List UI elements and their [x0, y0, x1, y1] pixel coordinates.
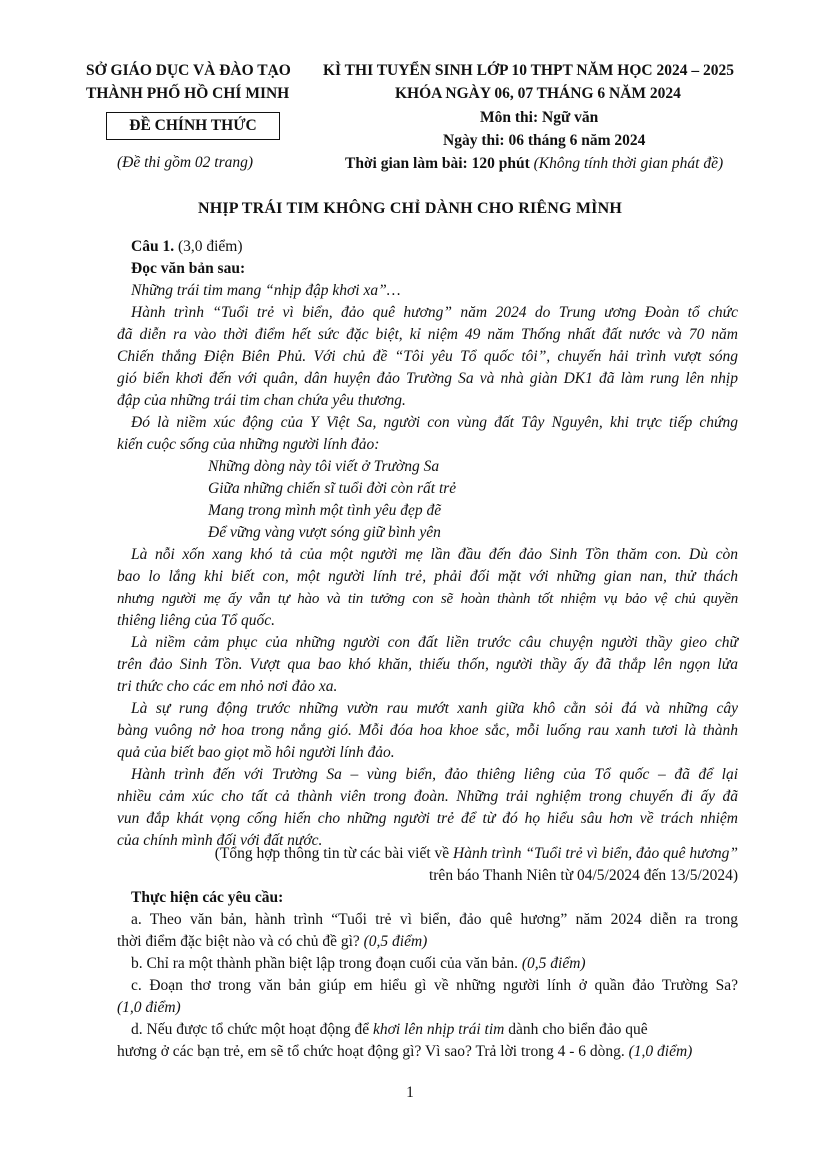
passage-line: Là niềm cảm phục của những người con đất liền trước câu chuyện người thầy gieo chữ [131, 634, 738, 651]
question1-label: Câu 1. [131, 238, 175, 255]
source-citation-line2: trên báo Thanh Niên từ 04/5/2024 đến 13/5/2024) [428, 867, 738, 884]
task-c-points: (1,0 điểm) [117, 999, 181, 1016]
task-d-text-post: dành cho biển đảo quê [504, 1021, 648, 1038]
task-a-line1: a. Theo văn bản, hành trình “Tuổi trẻ vì biển, đảo quê hương” năm 2024 diễn ra trong [131, 911, 738, 928]
task-d-text-italic: khơi lên nhịp trái tim [372, 1021, 505, 1038]
exam-subject: Môn thi: Ngữ văn [480, 109, 599, 126]
passage-line: nhiều cảm xúc cho tất cả thành viên trong đoàn. Những trải nghiệm trong chuyến đi ấy đã [117, 788, 738, 805]
read-instruction: Đọc văn bản sau: [131, 260, 246, 277]
task-d-text: hương ở các bạn trẻ, em sẽ tổ chức hoạt động gì? Vì sao? Trả lời trong 4 - 6 dòng. [117, 1043, 629, 1060]
passage-line: trên đảo Sinh Tồn. Vượt qua bao khó khăn, thiếu thốn, người thầy ấy đã thắp lên ngọn lửa [117, 656, 738, 673]
tasks-heading: Thực hiện các yêu cầu: [131, 889, 284, 906]
official-exam-box [106, 112, 280, 140]
question1-heading [131, 236, 243, 258]
passage-line: Đó là niềm xúc động của Y Việt Sa, người con vùng đất Tây Nguyên, khi trực tiếp chứng [131, 414, 738, 431]
passage-line: đập của những trái tim chan chứa yêu thương. [117, 392, 406, 409]
passage-line: Là nỗi xốn xang khó tả của một người mẹ lần đầu đến đảo Sinh Tồn thăm con. Dù còn [131, 546, 738, 563]
task-a-text: thời điểm đặc biệt nào và có chủ đề gì? [117, 933, 364, 950]
task-d-text-pre: d. Nếu được tổ chức một hoạt động để [131, 1021, 373, 1038]
official-exam-label: ĐỀ CHÍNH THỨC [129, 117, 257, 134]
pages-note: (Đề thi gồm 02 trang) [117, 154, 254, 171]
task-b-line [131, 953, 738, 975]
passage-line: tri thức cho các em nhỏ nơi đảo xa. [117, 678, 338, 695]
task-c-line1: c. Đoạn thơ trong văn bản giúp em hiểu gì về những người lính ở quần đảo Trường Sa? [131, 977, 738, 994]
exam-dates: KHÓA NGÀY 06, 07 THÁNG 6 NĂM 2024 [395, 85, 681, 102]
city-name: THÀNH PHỐ HỒ CHÍ MINH [86, 85, 290, 102]
exam-duration-note: (Không tính thời gian phát đề) [533, 155, 724, 172]
passage-line: quả của biết bao giọt mồ hôi người lính đảo. [117, 744, 395, 761]
task-d-line1 [131, 1019, 738, 1041]
source-title: Hành trình “Tuổi trẻ vì biển, đảo quê hương” [453, 845, 738, 862]
poem-line: Để vững vàng vượt sóng giữ bình yên [208, 524, 441, 541]
task-d-line2 [117, 1041, 738, 1063]
passage-line: đã diễn ra vào thời điểm hết sức đặc biệt, kỉ niệm 49 năm Thống nhất đất nước và 70 năm [117, 326, 738, 343]
passage-line: Hành trình đến với Trường Sa – vùng biển, đảo thiêng liêng của Tổ quốc – đã để lại [131, 766, 738, 783]
source-citation-line1 [215, 843, 738, 865]
question1-points: (3,0 điểm) [177, 238, 243, 255]
task-b-text: b. Chỉ ra một thành phần biệt lập trong đoạn cuối của văn bản. [131, 955, 522, 972]
passage-line: Là sự rung động trước những vườn rau mướt xanh giữa khô cằn sỏi đá và những cây [131, 700, 738, 717]
passage-line: vun đắp khát vọng cống hiến cho những người trẻ để từ đó họ hiểu sâu hơn về trách nhiệm [117, 810, 738, 827]
department-name: SỞ GIÁO DỤC VÀ ĐÀO TẠO [86, 62, 291, 79]
poem-line: Những dòng này tôi viết ở Trường Sa [208, 458, 440, 475]
passage-line: gió biển khơi đến với quân, dân huyện đảo Trường Sa và nhà giàn DK1 đã làm rung lên nhịp [117, 370, 738, 387]
poem-line: Mang trong mình một tình yêu đẹp đẽ [208, 502, 442, 519]
poem-line: Giữa những chiến sĩ tuổi đời còn rất trẻ [208, 480, 457, 497]
exam-day: Ngày thi: 06 tháng 6 năm 2024 [443, 132, 646, 149]
passage-line: kiến cuộc sống của những người lính đảo: [117, 436, 380, 453]
passage-line: thiêng liêng của Tổ quốc. [117, 612, 275, 629]
exam-duration-line [345, 153, 723, 175]
passage-line: nhưng người mẹ ấy vẫn tự hào và tin tưởng con sẽ hoàn thành tốt nhiệm vụ bảo vệ chủ quyền [117, 591, 738, 607]
exam-title: KÌ THI TUYỂN SINH LỚP 10 THPT NĂM HỌC 2024 – 2025 [323, 62, 734, 79]
task-a-line2 [117, 931, 738, 953]
main-title: NHỊP TRÁI TIM KHÔNG CHỈ DÀNH CHO RIÊNG MÌNH [197, 200, 623, 217]
source-prefix: (Tổng hợp thông tin từ các bài viết về [214, 845, 454, 862]
passage-line: Hành trình “Tuổi trẻ vì biển, đảo quê hương” năm 2024 do Trung ương Đoàn tổ chức [131, 304, 738, 321]
task-a-points: (0,5 điểm) [363, 933, 428, 950]
page-number: 1 [406, 1084, 414, 1101]
passage-line: Chiến thắng Điện Biên Phủ. Với chủ đề “Tôi yêu Tổ quốc tôi”, chuyến hải trình vượt sóng [117, 348, 738, 365]
task-d-points: (1,0 điểm) [628, 1043, 693, 1060]
passage-line: bao lo lắng khi biết con, một người lính trẻ, phải đối mặt với những gian nan, thử thách [117, 568, 738, 585]
exam-duration: Thời gian làm bài: 120 phút [345, 155, 530, 172]
passage-line: của chính mình đối với đất nước. [117, 832, 323, 849]
passage-line: bàng vuông nở hoa trong nắng gió. Mỗi đóa hoa khoe sắc, mỗi luống rau xanh tươi là thành [117, 722, 738, 739]
task-b-points: (0,5 điểm) [521, 955, 586, 972]
passage-subtitle: Những trái tim mang “nhịp đập khơi xa”… [131, 282, 401, 299]
